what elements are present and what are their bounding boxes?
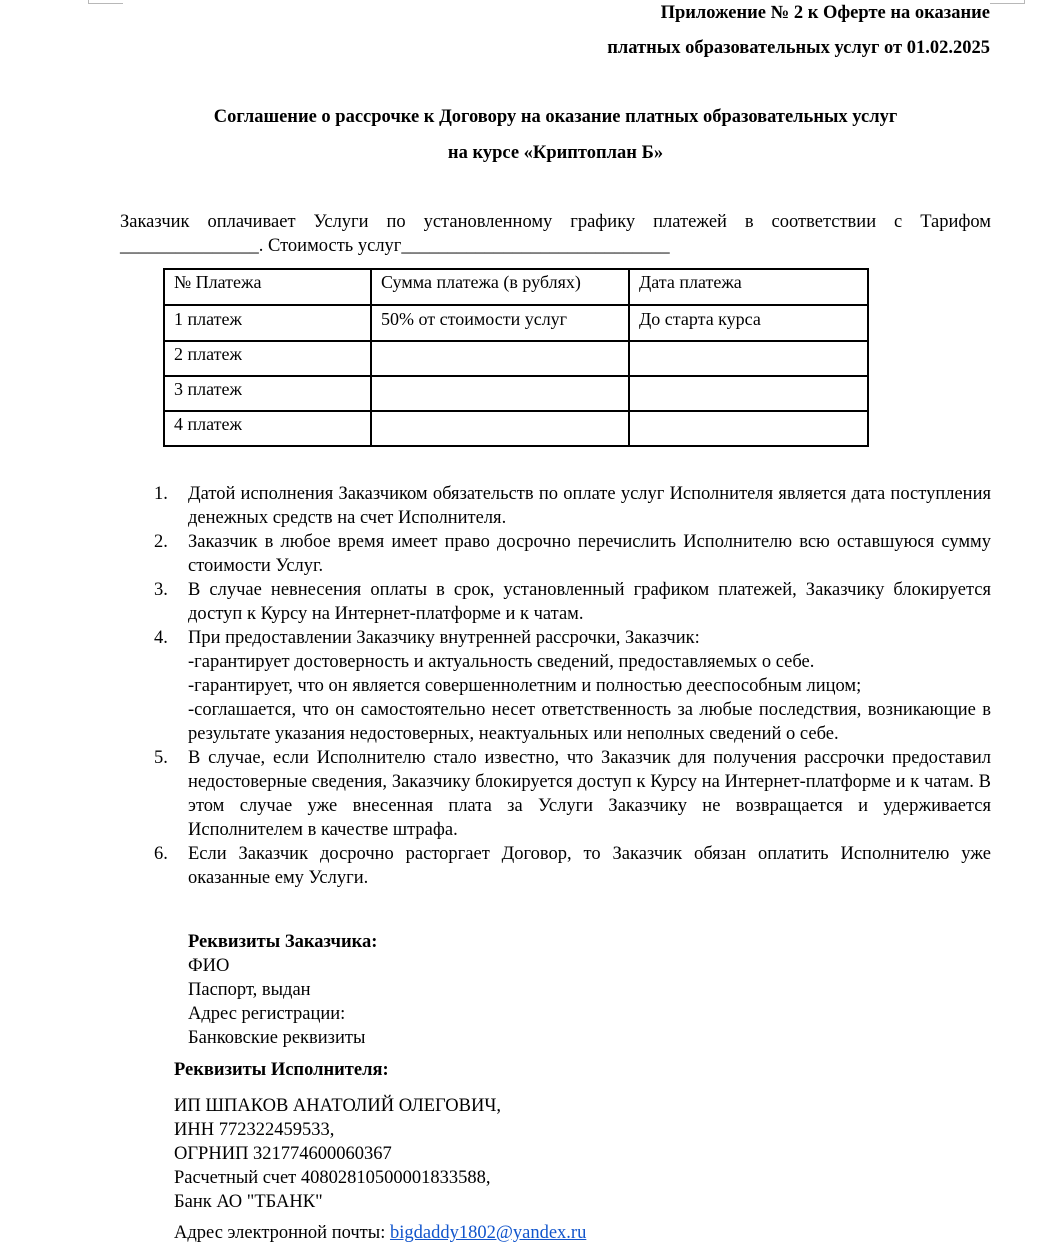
executor-details-heading: Реквизиты Исполнителя: [174, 1060, 389, 1080]
table-row [164, 376, 868, 411]
clause-item [150, 482, 991, 530]
table-header-row [164, 269, 868, 305]
table-cell [371, 411, 629, 446]
table-cell: 50% от стоимости услуг [371, 305, 629, 341]
clause-item [150, 842, 991, 890]
clause-number: 2. [154, 532, 168, 552]
table-cell [371, 376, 629, 411]
table-cell: 3 платеж [164, 376, 371, 411]
executor-detail-line: ОГРНИП 321774600060367 [174, 1144, 392, 1164]
clause-number: 1. [154, 484, 168, 504]
executor-detail-line: ИП ШПАКОВ АНАТОЛИЙ ОЛЕГОВИЧ, [174, 1096, 502, 1116]
customer-detail-line: ФИО [188, 956, 230, 976]
clause-text: В случае невнесения оплаты в срок, установленный графиком платежей, Заказчику блокируется доступ к Курсу на Интернет-платформе и к чатам. [188, 580, 991, 624]
table-cell: До старта курса [629, 305, 868, 341]
clauses-list [150, 482, 991, 890]
page-corner-mark-right [990, 0, 1025, 4]
payment-schedule-table [163, 268, 869, 447]
intro-paragraph [120, 210, 991, 258]
executor-details [174, 1094, 501, 1214]
table-row [164, 411, 868, 446]
table-header-cell: Сумма платежа (в рублях) [371, 269, 629, 305]
table-header-cell: Дата платежа [629, 269, 868, 305]
clause-text: В случае, если Исполнителю стало известно, что Заказчик для получения рассрочки предоставил недостоверные сведения, Заказчику блокируется доступ к Курсу на Интернет-платформе и к чатам. В этом случае уже внесенная плата за Услуги Заказчику не возвращается и удерживается Исполнителем в качестве штрафа. [188, 748, 991, 840]
clause-text: Заказчик в любое время имеет право досрочно перечислить Исполнителю всю оставшуюся сумму стоимости Услуг. [188, 532, 991, 576]
clause-number: 4. [154, 628, 168, 648]
clause-subitem: -соглашается, что он самостоятельно несет ответственность за любые последствия, возникающие в результате указания недостоверных, неактуальных или неполных сведений о себе. [188, 700, 991, 744]
customer-details-heading: Реквизиты Заказчика: [188, 932, 378, 952]
document-title-line-2: на курсе «Криптоплан Б» [447, 143, 664, 163]
table-row [164, 341, 868, 376]
table-cell: 2 платеж [164, 341, 371, 376]
clause-text: Датой исполнения Заказчиком обязательств по оплате услуг Исполнителя является дата поступления денежных средств на счет Исполнителя. [188, 484, 991, 528]
table-cell [371, 341, 629, 376]
intro-line-2: _______________. Стоимость услуг_____________________________ [120, 236, 670, 256]
executor-detail-line: Расчетный счет 40802810500001833588, [174, 1168, 491, 1188]
table-row [164, 305, 868, 341]
clause-number: 3. [154, 580, 168, 600]
clause-subitem: -гарантирует достоверность и актуальность сведений, предоставляемых о себе. [188, 652, 815, 672]
table-cell: 4 платеж [164, 411, 371, 446]
clause-item [150, 578, 991, 626]
customer-detail-line: Паспорт, выдан [188, 980, 311, 1000]
executor-email-line [174, 1221, 586, 1245]
clause-item [150, 626, 991, 746]
executor-detail-line: Банк АО "ТБАНК" [174, 1192, 323, 1212]
customer-detail-line: Адрес регистрации: [188, 1004, 346, 1024]
clause-text: При предоставлении Заказчику внутренней рассрочки, Заказчик: [188, 628, 700, 648]
appendix-line-2: платных образовательных услуг от 01.02.2025 [607, 38, 990, 58]
table-cell: 1 платеж [164, 305, 371, 341]
clause-number: 6. [154, 844, 168, 864]
table-header-cell: № Платежа [164, 269, 371, 305]
document-title-line-1: Соглашение о рассрочке к Договору на оказание платных образовательных услуг [213, 107, 898, 127]
email-label: Адрес электронной почты: [174, 1223, 390, 1243]
clause-number: 5. [154, 748, 168, 768]
page-corner-mark-left [88, 0, 123, 4]
clause-item [150, 530, 991, 578]
intro-line-1: Заказчик оплачивает Услуги по установленному графику платежей в соответствии с Тарифом [120, 212, 991, 232]
email-link[interactable]: bigdaddy1802@yandex.ru [389, 1223, 587, 1243]
customer-details [188, 930, 377, 1050]
appendix-line-1: Приложение № 2 к Оферте на оказание [660, 3, 990, 23]
executor-detail-line: ИНН 772322459533, [174, 1120, 335, 1140]
customer-detail-line: Банковские реквизиты [188, 1028, 366, 1048]
clause-item [150, 746, 991, 842]
table-cell [629, 411, 868, 446]
table-cell [629, 341, 868, 376]
table-cell [629, 376, 868, 411]
clause-subitem: -гарантирует, что он является совершеннолетним и полностью дееспособным лицом; [188, 676, 862, 696]
clause-text: Если Заказчик досрочно расторгает Договор, то Заказчик обязан оплатить Исполнителю уже оказанные ему Услуги. [188, 844, 991, 888]
